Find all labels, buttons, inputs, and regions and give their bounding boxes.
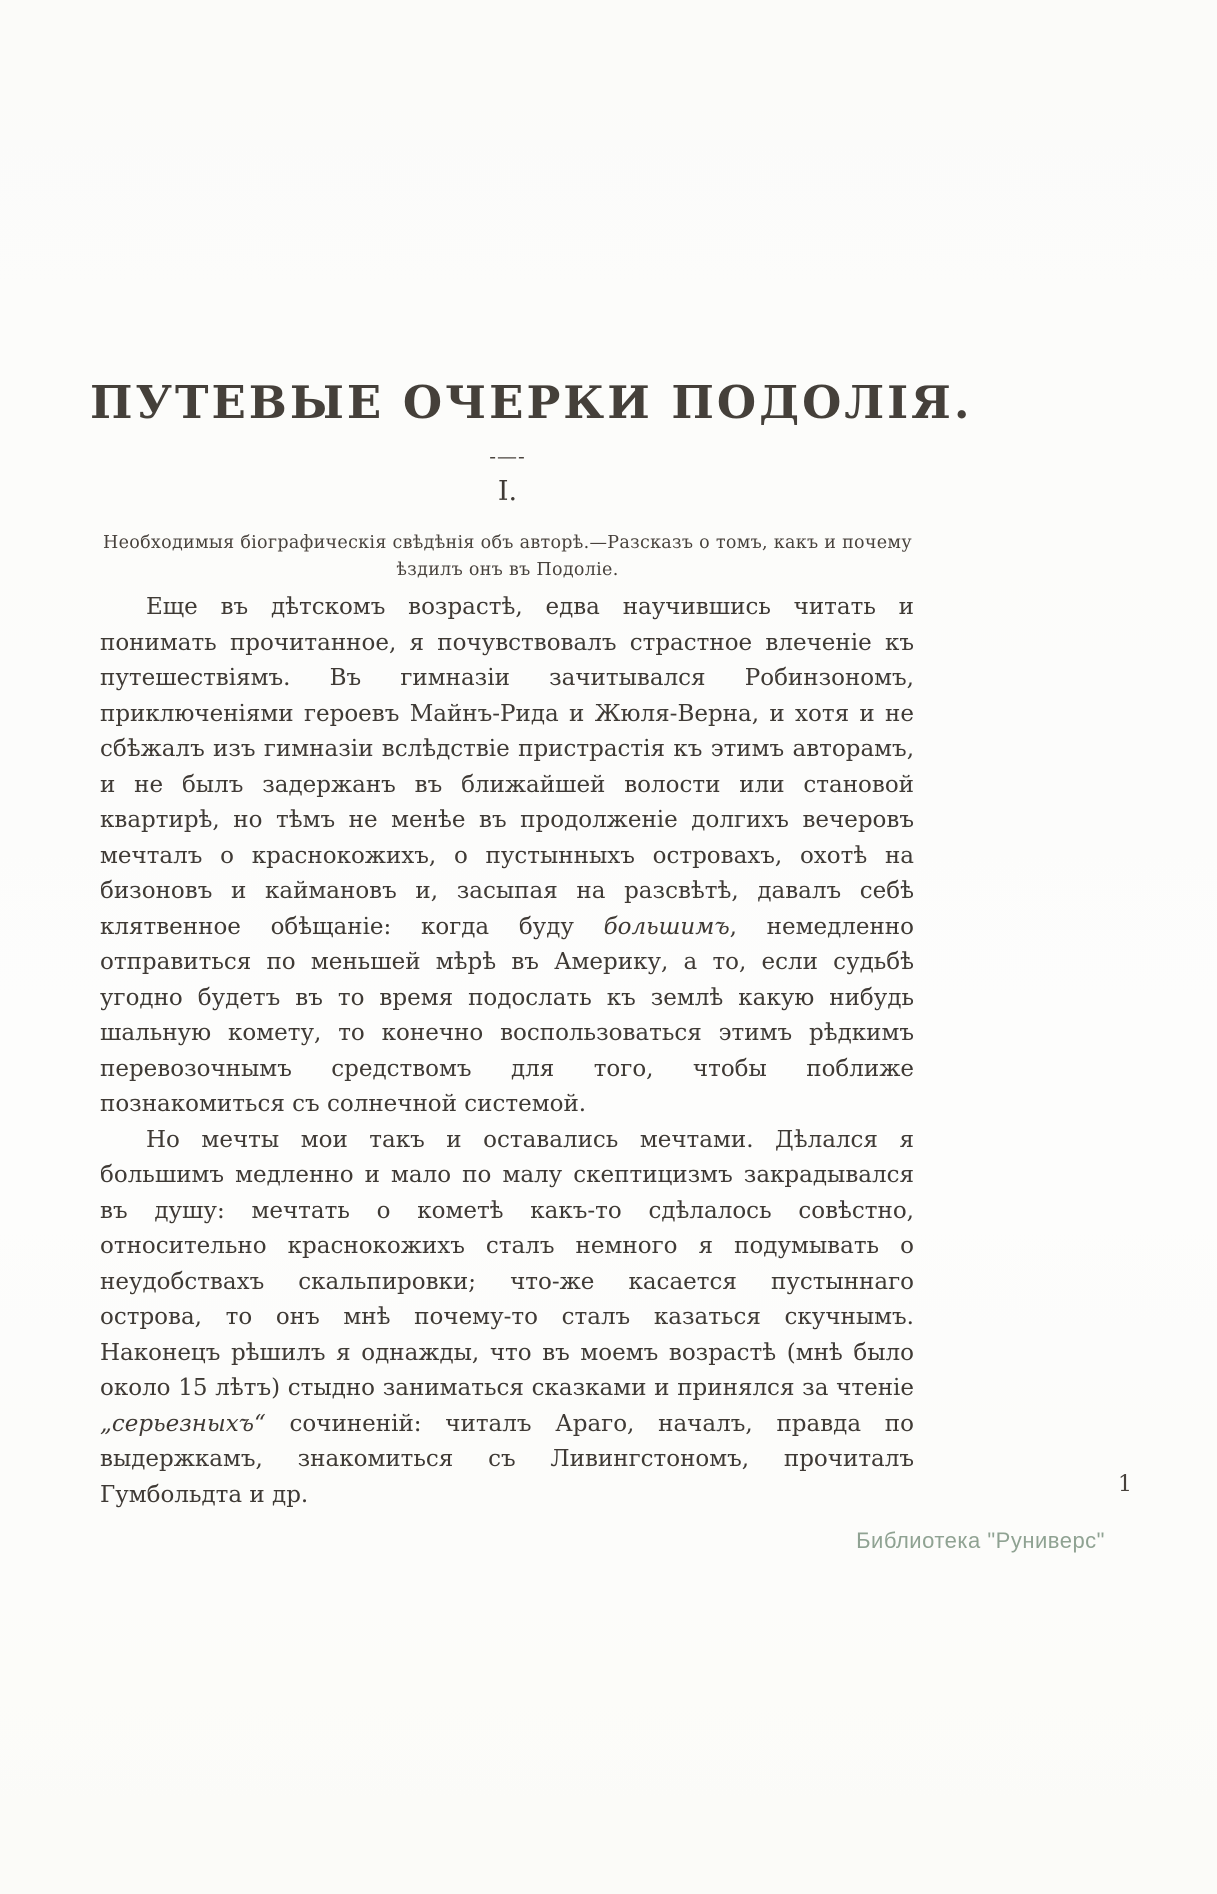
subtitle-line-1: Необходимыя біографическія свѣдѣнія объ авторѣ.—Разсказъ о томъ, какъ и почему — [103, 533, 912, 553]
paragraph-2-italic-word: „серьезныхъ“ — [100, 1410, 266, 1437]
subtitle-line-2: ѣздилъ онъ въ Подоліе. — [396, 560, 619, 580]
paragraph-1-text: Еще въ дѣтскомъ возрастѣ, едва научившись читать и понимать прочитанное, я почувствовалъ страстное влеченіе къ путешествіямъ. Въ гимназіи зачитывался Робинзономъ, приключеніями героевъ Майнъ-Рида и Жюля-Верна, и хотя и не сбѣжалъ изъ гимназіи вслѣдствіе пристрастія къ этимъ авторамъ, и не былъ задержанъ въ ближайшей волости или становой квартирѣ, но тѣмъ не менѣе въ продолженіе долгихъ вечеровъ мечталъ о краснокожихъ, о пустынныхъ островахъ, охотѣ на бизоновъ и каймановъ и, засыпая на разсвѣтѣ, давалъ себѣ клятвенное обѣщаніе: когда буду — [100, 594, 914, 940]
title-divider: -—- — [489, 444, 526, 468]
chapter-numeral: I. — [497, 476, 518, 507]
chapter-subtitle — [70, 530, 945, 584]
paragraph-2 — [100, 1123, 914, 1514]
page-number: 1 — [1118, 1472, 1132, 1497]
paragraph-1-italic-word: большимъ — [603, 913, 730, 940]
page-title: ПУТЕВЫЕ ОЧЕРКИ ПОДОЛІЯ. — [90, 376, 973, 429]
paragraph-2-text-end: сочиненій: читалъ Араго, началъ, правда по выдержкамъ, знакомиться съ Ливингстономъ, прочиталъ Гумбольдта и др. — [100, 1410, 914, 1508]
body-text — [100, 590, 914, 1513]
paragraph-2-text: Но мечты мои такъ и оставались мечтами. Дѣлался я большимъ медленно и мало по малу скептицизмъ закрадывался въ душу: мечтать о кометѣ какъ-то сдѣлалось совѣстно, относительно краснокожихъ сталъ немного я подумывать о неудобствахъ скальпировки; что-же касается пустыннаго острова, то онъ мнѣ почему-то сталъ казаться скучнымъ. Наконецъ рѣшилъ я однажды, что въ моемъ возрастѣ (мнѣ было около 15 лѣтъ) стыдно заниматься сказками и принялся за чтеніе — [100, 1126, 914, 1401]
paragraph-1-text-end: , немедленно отправиться по меньшей мѣрѣ въ Америку, а то, если судьбѣ угодно будетъ въ то время подослать къ землѣ какую нибудь шальную комету, то конечно воспользоваться этимъ рѣдкимъ перевозочнымъ средствомъ для того, чтобы поближе познакомиться съ солнечной системой. — [100, 913, 914, 1117]
paragraph-1 — [100, 590, 914, 1123]
library-watermark: Библиотека "Руниверс" — [856, 1528, 1105, 1553]
